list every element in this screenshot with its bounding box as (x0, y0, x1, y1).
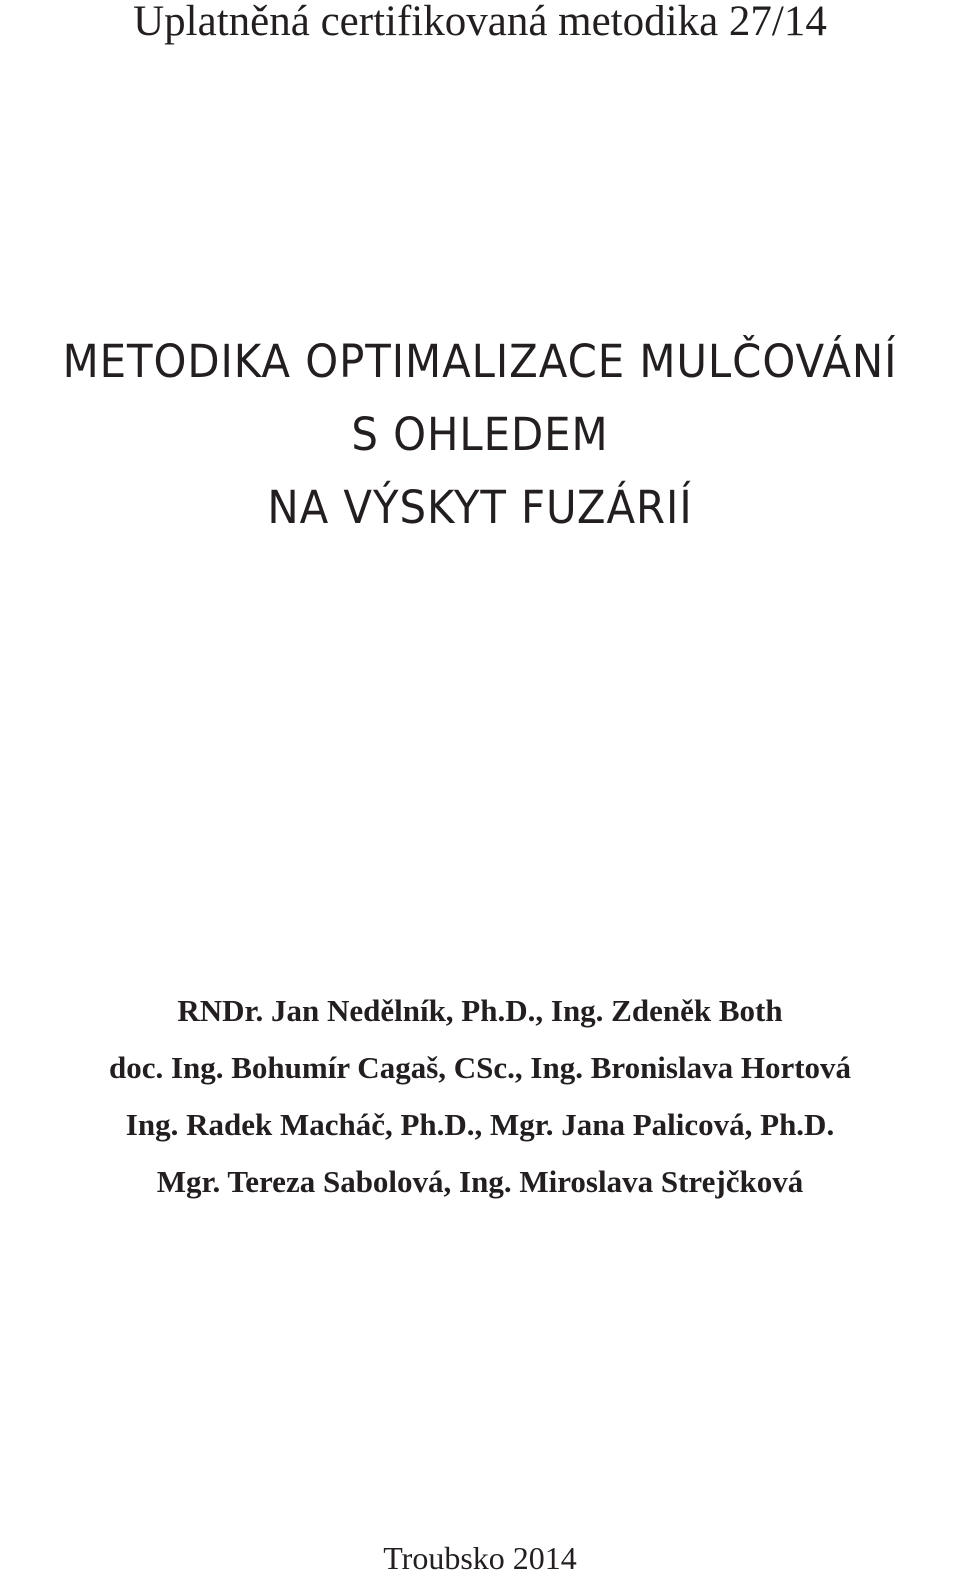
methodology-header: Uplatněná certifikovaná metodika 27/14 (133, 0, 827, 45)
author-line-4: Mgr. Tereza Sabolová, Ing. Miroslava Strejčková (156, 1164, 804, 1199)
author-line-3: Ing. Radek Macháč, Ph.D., Mgr. Jana Palicová, Ph.D. (125, 1107, 835, 1142)
author-line-2: doc. Ing. Bohumír Cagaš, CSc., Ing. Bronislava Hortová (108, 1050, 852, 1085)
place-and-year: Troubsko 2014 (383, 1540, 577, 1576)
title-line-3: NA VÝSKYT FUZÁRIÍ (267, 481, 693, 534)
document-title (34, 325, 927, 544)
author-line-1: RNDr. Jan Nedělník, Ph.D., Ing. Zdeněk Both (177, 993, 783, 1028)
authors-list (0, 982, 960, 1210)
title-line-2: S OHLEDEM (351, 408, 609, 461)
title-line-1: METODIKA OPTIMALIZACE MULČOVÁNÍ (62, 335, 898, 388)
